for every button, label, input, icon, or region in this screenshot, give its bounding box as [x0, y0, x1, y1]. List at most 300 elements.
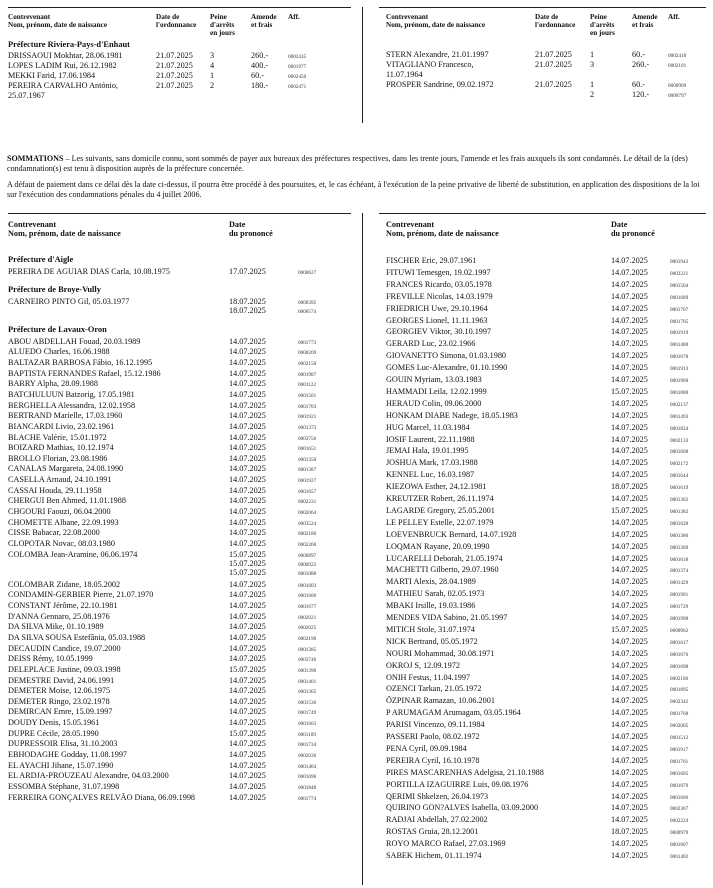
row-days: 4 — [210, 61, 215, 70]
row-days: 2 — [590, 90, 595, 99]
row-name: JOSHUA Mark, 17.03.1988 — [386, 458, 478, 468]
row-date: 14.07.2025 — [611, 398, 648, 408]
row-name: GEORGES Lionel, 11.11.1963 — [386, 315, 488, 325]
header-aff: Aff. — [668, 13, 680, 21]
row-date: 18.07.2025 — [229, 296, 266, 306]
row-amount: 180.- — [251, 81, 269, 90]
row-aff: 0001401 — [298, 678, 317, 685]
row-aff: 0001607 — [670, 842, 689, 849]
row-name: ABOU ABDELLAH Fouad, 20.03.1989 — [8, 336, 141, 346]
row-date: 14.07.2025 — [611, 351, 648, 361]
row-aff: 0002435 — [288, 54, 307, 60]
row-date: 14.07.2025 — [229, 579, 266, 589]
row-name: BATCHULUUN Batzorig, 17.05.1981 — [8, 389, 135, 399]
row-name: NICK Bertrand, 05.05.1972 — [386, 636, 478, 646]
row-name: FRANCES Ricardo, 03.05.1978 — [386, 279, 492, 289]
row-name: CLOPOTAR Novac, 08.03.1980 — [8, 539, 115, 548]
row-aff: 0001734 — [298, 742, 317, 749]
row-aff: 0001369 — [670, 544, 689, 551]
row-aff: 0001895 — [670, 687, 689, 694]
row-aff: 0001618 — [670, 556, 689, 563]
row-aff: 0001603 — [298, 582, 317, 589]
row-date: 14.07.2025 — [611, 755, 648, 765]
row-aff: 0002221 — [670, 270, 689, 277]
row-aff: 0001536 — [298, 699, 317, 706]
row-aff: 0001080 — [670, 389, 689, 396]
header-aff: Aff. — [288, 13, 300, 21]
row-name: LOQMAN Rayane, 20.09.1990 — [386, 541, 490, 551]
row-aff: 0002471 — [288, 84, 307, 90]
row-date: 14.07.2025 — [611, 743, 648, 753]
row-date: 18.07.2025 — [229, 305, 266, 315]
row-date: 14.07.2025 — [229, 539, 266, 548]
row-name: MEKKI Farid, 17.06.1984 — [8, 71, 96, 80]
row-name: BERGHELLA Alessandra, 12.02.1958 — [8, 400, 136, 410]
row-name: KENNEL Luc, 16.03.1987 — [386, 470, 475, 480]
row-date: 14.07.2025 — [229, 357, 266, 367]
row-aff: 0001977 — [288, 64, 307, 70]
row-name: GIOVANETTO Simona, 01.03.1980 — [386, 351, 507, 361]
row-date: 14.07.2025 — [229, 528, 266, 538]
row-aff: 0000962 — [670, 627, 689, 634]
row-name: FRIEDRICH Uwe, 29.10.1964 — [386, 303, 488, 313]
row-name: MBAKI Irsille, 19.03.1986 — [386, 601, 476, 611]
row-name: FITUWI Temesgen, 19.02.1997 — [386, 267, 491, 277]
row-aff: 0001705 — [670, 318, 689, 325]
row-aff: 0001429 — [670, 580, 689, 587]
row-name: DELEPLACE Justine, 09.03.1998 — [8, 664, 121, 674]
row-name: BIANCARDI Livio, 23.02.1961 — [8, 421, 115, 431]
row-aff: 0002025 — [298, 625, 317, 632]
row-aff: 0002021 — [298, 614, 317, 621]
row-name: CISSE Babacar, 22.08.2000 — [8, 528, 100, 538]
row-name: PEREIRA CARVALHO António, — [8, 81, 118, 90]
row-name: FERREIRA GONÇALVES RELVÃO Diana, 06.09.1998 — [8, 792, 196, 802]
row-date: 14.07.2025 — [611, 494, 648, 503]
row-aff: 0001608 — [670, 449, 689, 456]
row-date: 14.07.2025 — [611, 636, 648, 646]
row-name: PROSPER Sandrine, 09.02.1972 — [386, 80, 494, 89]
row-date: 14.07.2025 — [229, 590, 266, 600]
row-name: ONIH Festus, 11.04.1997 — [386, 672, 471, 682]
row-days: 3 — [210, 51, 215, 60]
row-name: BALTAZAR BARBOSA Fábio, 16.12.1995 — [8, 357, 153, 367]
row-date: 14.07.2025 — [229, 782, 266, 791]
row-aff: 0001619 — [670, 485, 689, 492]
row-aff: 0002150 — [298, 360, 317, 367]
row-aff: 0001749 — [298, 710, 317, 717]
row-aff: 0001768 — [670, 711, 689, 718]
row-aff: 0001998 — [670, 616, 689, 622]
row-aff: 0002418 — [668, 53, 687, 59]
row-date: 14.07.2025 — [611, 839, 648, 849]
row-name: DA SILVA Mike, 01.10.1989 — [8, 622, 104, 632]
row-name: PARISI Vincenzo, 09.11.1984 — [386, 720, 485, 730]
row-name: DECAUDIN Candice, 19.07.2000 — [8, 643, 121, 653]
row-date: 14.07.2025 — [611, 648, 648, 658]
row-name: OZENCI Tarkan, 21.05.1972 — [386, 684, 482, 694]
row-aff: 0001960 — [670, 378, 689, 384]
header-name: Contrevenant Nom, prénom, date de naissance — [8, 220, 121, 238]
row-name: HAMMADI Leila, 12.02.1999 — [386, 386, 487, 396]
row-name: HONKAM DIABE Nadege, 18.05.1983 — [386, 410, 518, 420]
row-aff: 0001088 — [298, 570, 317, 577]
row-days: 1 — [590, 80, 595, 89]
row-name: DEMETER Moise, 12.06.1975 — [8, 686, 111, 696]
row-aff: 0001365 — [298, 689, 317, 696]
row-name: MACHETTI Gilberto, 29.07.1960 — [386, 565, 499, 575]
row-name: LE PELLEY Estelle, 22.07.1979 — [386, 517, 494, 527]
bottom-rule-right — [379, 213, 706, 214]
row-date: 15.07.2025 — [229, 664, 266, 674]
row-name: FISCHER Eric, 29.07.1961 — [386, 256, 477, 265]
row-name: ALUEDO Charles, 16.06.1988 — [8, 347, 110, 357]
row-aff: 0001696 — [298, 774, 317, 781]
row-aff: 0002231 — [298, 499, 317, 506]
row-date: 14.07.2025 — [229, 760, 266, 770]
row-name: ESSOMBA Stéphane, 31.07.1998 — [8, 782, 120, 791]
row-name: DOUDY Denis, 15.05.1961 — [8, 718, 100, 728]
row-name: PEREIRA Cyril, 16.10.1978 — [386, 755, 480, 765]
row-name: CASELLA Arnaud, 24.10.1991 — [8, 475, 112, 485]
row-date: 14.07.2025 — [229, 475, 266, 485]
row-date: 14.07.2025 — [611, 696, 648, 706]
row-date: 14.07.2025 — [611, 767, 648, 777]
row-name: VITAGLIANO Francesco, — [386, 60, 474, 69]
row-name: NOURI Mohammad, 30.08.1971 — [386, 648, 495, 658]
row-name: D'ANNA Gennaro, 25.08.1976 — [8, 611, 110, 621]
row-name: JEMAI Hala, 19.01.1995 — [386, 446, 469, 456]
row-date: 14.07.2025 — [229, 411, 266, 421]
row-date: 21.07.2025 — [156, 71, 193, 80]
row-amount: 120.- — [632, 90, 650, 99]
row-date: 21.07.2025 — [535, 50, 572, 59]
top-rule-right — [379, 7, 706, 8]
row-date: 14.07.2025 — [229, 443, 266, 453]
row-name: GEORGIEV Viktor, 30.10.1997 — [386, 327, 492, 337]
row-aff: 0001385 — [298, 646, 317, 653]
row-date: 18.07.2025 — [611, 827, 648, 837]
row-date: 14.07.2025 — [229, 632, 266, 642]
row-aff: 0001917 — [670, 746, 689, 753]
row-aff: 0002224 — [670, 818, 689, 825]
row-aff: 0000979 — [670, 830, 689, 837]
row-date: 14.07.2025 — [229, 654, 266, 664]
row-date: 14.07.2025 — [611, 720, 648, 730]
row-date: 14.07.2025 — [229, 675, 266, 685]
header-name: Contrevenant Nom, prénom, date de naissance — [386, 220, 499, 238]
row-aff: 0001913 — [670, 366, 689, 373]
sommations-paragraph — [7, 154, 707, 174]
row-aff: 0001943 — [670, 259, 689, 265]
row-aff: 0000897 — [298, 552, 317, 559]
row-date: 15.07.2025 — [229, 558, 266, 568]
row-date: 21.07.2025 — [156, 61, 193, 70]
row-name: BOIZARD Mathias, 10.12.1974 — [8, 443, 114, 453]
row-name: DUPRE Cécile, 28.05.1990 — [8, 728, 99, 738]
row-aff: 0001350 — [298, 456, 317, 463]
row-name: QUIRINO GON?ALVES Isabella, 03.09.2000 — [386, 803, 539, 813]
row-name: PORTILLA IZAGUIRRE Luis, 09.08.1976 — [386, 779, 529, 789]
row-name: COLOMBA Jean-Aramine, 06.06.1974 — [8, 549, 138, 559]
row-name: DEMIRCAN Emre, 15.09.1997 — [8, 707, 113, 717]
row-name: EBHODAGHE Godday, 11.08.1997 — [8, 750, 128, 760]
row-aff: 0000574 — [298, 308, 317, 315]
row-aff: 0001879 — [670, 782, 689, 789]
row-aff: 0000922 — [298, 561, 317, 568]
row-date: 14.07.2025 — [611, 803, 648, 813]
row-date: 14.07.2025 — [611, 577, 648, 587]
row-date: 14.07.2025 — [611, 375, 648, 384]
row-aff: 0001617 — [670, 639, 689, 646]
row-aff: 0001362 — [670, 497, 689, 503]
row-name: DEMESTRE David, 24.06.1991 — [8, 675, 115, 685]
row-days: 1 — [590, 50, 595, 59]
top-rule-left — [8, 7, 351, 8]
row-name: MENDES VIDA Sabino, 21.05.1997 — [386, 613, 508, 622]
row-aff: 0001504 — [670, 282, 689, 289]
row-aff: 0001761 — [670, 758, 689, 765]
row-aff: 0001919 — [670, 330, 689, 337]
header-date: Date du prononcé — [229, 220, 273, 238]
row-name: BAPTISTA FERNANDES Rafael, 15.12.1986 — [8, 368, 161, 378]
row-date: 14.07.2025 — [229, 739, 266, 749]
row-date: 14.07.2025 — [611, 315, 648, 325]
row-date: 14.07.2025 — [229, 432, 266, 442]
row-date: 18.07.2025 — [611, 482, 648, 492]
row-date: 14.07.2025 — [229, 792, 266, 802]
row-date: 14.07.2025 — [229, 600, 266, 610]
row-name: ROYO MARCO Rafael, 27.03.1969 — [386, 839, 506, 849]
row-aff: 0001707 — [670, 306, 689, 313]
row-name: MATHIEU Sarah, 02.05.1973 — [386, 589, 485, 599]
row-name: CARNEIRO PINTO Gil, 05.03.1977 — [8, 296, 130, 306]
row-aff: 0000909 — [668, 83, 687, 89]
row-aff: 0003756 — [298, 435, 317, 442]
row-aff: 0000627 — [298, 270, 317, 276]
row-aff: 0001703 — [298, 403, 317, 410]
row-date: 17.07.2025 — [229, 267, 266, 276]
row-aff: 0000395 — [298, 299, 317, 306]
header-amende: Amende et frais — [632, 13, 658, 29]
row-name: PEREIRA DE AGUIAR DIAS Carla, 10.08.1975 — [8, 267, 170, 276]
row-name: LOPES LADIM Rui, 26.12.1982 — [8, 61, 117, 70]
row-aff: 0001729 — [670, 604, 689, 611]
row-name: LOEVENBRUCK Bernard, 14.07.1928 — [386, 529, 517, 539]
row-date: 14.07.2025 — [611, 422, 648, 432]
row-aff: 0001606 — [298, 593, 317, 600]
sommations-note — [7, 180, 707, 200]
row-name: IOSIF Laurent, 22.11.1988 — [386, 434, 475, 444]
row-date: 15.07.2025 — [611, 624, 648, 634]
row-date: 14.07.2025 — [229, 379, 266, 389]
row-date: 14.07.2025 — [611, 339, 648, 349]
row-date: 14.07.2025 — [229, 496, 266, 506]
row-date: 14.07.2025 — [229, 485, 266, 495]
row-name: ÖZPINAR Ramazan, 10.06.2001 — [386, 696, 495, 706]
row-date: 14.07.2025 — [229, 400, 266, 410]
row-name: CONSTANT Jérôme, 22.10.1981 — [8, 600, 118, 610]
row-date: 14.07.2025 — [611, 470, 648, 480]
row-date: 14.07.2025 — [611, 446, 648, 456]
row-name: DEMETER Ringo, 23.02.1978 — [8, 696, 110, 706]
row-name: KIEZOWA Esther, 24.12.1981 — [386, 482, 487, 492]
section-title: Préfecture de Broye-Vully — [8, 284, 101, 294]
row-name: PASSERI Paolo, 08.02.1972 — [386, 732, 480, 741]
row-date: 15.07.2025 — [611, 505, 648, 515]
row-date: 14.07.2025 — [229, 643, 266, 653]
row-date: 14.07.2025 — [229, 622, 266, 632]
row-date: 21.07.2025 — [535, 60, 572, 69]
row-date: 14.07.2025 — [611, 303, 648, 313]
row-aff: 0001402 — [670, 854, 689, 860]
row-aff: 0002064 — [298, 510, 317, 517]
header-name: Contrevenant Nom, prénom, date de naissance — [8, 13, 108, 29]
row-aff: 0001676 — [670, 651, 689, 658]
row-name: HERAUD Colin, 09.06.2000 — [386, 398, 482, 408]
row-aff: 0001386 — [670, 532, 689, 539]
row-date: 14.07.2025 — [229, 464, 266, 474]
row-date: 14.07.2025 — [611, 410, 648, 420]
row-aff: 0002133 — [670, 437, 689, 444]
row-date: 21.07.2025 — [156, 51, 193, 60]
row-name: RADJAI Abdellah, 27.02.2002 — [386, 815, 488, 825]
row-name: QERIMI Shkelzen, 26.04.1973 — [386, 791, 489, 801]
row-aff: 0001390 — [298, 667, 317, 674]
row-aff: 0001373 — [298, 424, 317, 431]
row-date: 14.07.2025 — [229, 707, 266, 717]
row-date: 15.07.2025 — [611, 386, 648, 396]
row-date: 14.07.2025 — [229, 517, 266, 527]
row-aff: 0002450 — [288, 74, 307, 80]
row-aff: 0001501 — [298, 392, 317, 399]
header-name: Contrevenant Nom, prénom, date de naissance — [386, 13, 486, 29]
row-aff: 0001109 — [298, 731, 316, 738]
row-date: 14.07.2025 — [229, 507, 266, 517]
sommations-text: – Les suivants, sans domicile connu, sont sommés de payer aux bureaux des préfectures respectives, dans les trente jours, l'amende et les frais auxquels ils sont condamnés. Le détail de la (des) condamnation(s) est tenu à disposition auprès de la préfecture concernée. — [7, 154, 688, 173]
row-aff: 0001927 — [298, 478, 317, 485]
row-date: 14.07.2025 — [229, 718, 266, 728]
section-title: Préfecture d'Aigle — [8, 255, 74, 264]
row-name: KREUTZER Robert, 26.11.1974 — [386, 494, 494, 503]
row-aff: 0001512 — [670, 735, 689, 741]
row-aff: 0002172 — [670, 461, 689, 468]
row-date: 14.07.2025 — [611, 458, 648, 468]
row-name: STERN Alexandre, 21.01.1997 — [386, 50, 489, 59]
row-name-cont: 25.07.1967 — [8, 91, 45, 100]
row-aff: 0002260 — [298, 542, 317, 548]
row-date: 14.07.2025 — [611, 256, 648, 265]
row-date: 14.07.2025 — [611, 732, 648, 741]
top-column-divider — [362, 7, 363, 123]
row-date: 15.07.2025 — [229, 728, 266, 738]
row-date: 21.07.2025 — [535, 80, 572, 89]
row-aff: 0001404 — [298, 763, 317, 770]
row-name: CONDAMIN-GERBIER Pierre, 21.07.1970 — [8, 590, 154, 600]
row-name: PIRES MASCARENHAS Adelgisa, 21.10.1988 — [386, 767, 544, 777]
row-date: 14.07.2025 — [611, 613, 648, 622]
row-aff: 0001678 — [670, 354, 689, 361]
row-name: LUCARELLI Deborah, 21.05.1974 — [386, 553, 503, 563]
row-aff: 0000797 — [668, 93, 687, 99]
row-aff: 0002180 — [298, 531, 317, 538]
row-aff: 0001605 — [670, 770, 689, 777]
row-name: LAGARDE Gregory, 25.05.2001 — [386, 505, 495, 515]
row-aff: 0001774 — [298, 795, 317, 802]
row-name: EL ARDJA-PROUZEAU Alexandre, 04.03.2000 — [8, 771, 169, 781]
row-aff: 0001382 — [670, 508, 689, 515]
row-date: 14.07.2025 — [611, 660, 648, 670]
header-peine: Peine d'arrêts en jours — [210, 13, 235, 37]
row-aff: 0002137 — [670, 401, 689, 408]
row-date: 14.07.2025 — [229, 389, 266, 399]
row-aff: 0001698 — [670, 663, 689, 670]
row-name-cont: 11.07.1964 — [386, 70, 423, 79]
row-date: 14.07.2025 — [229, 686, 266, 696]
row-date: 14.07.2025 — [611, 529, 648, 539]
row-aff: 0001122 — [298, 382, 316, 389]
row-name: CHOMETTE Albane, 22.09.1993 — [8, 517, 119, 527]
row-aff: 0001773 — [298, 339, 317, 346]
row-date: 14.07.2025 — [611, 684, 648, 694]
row-date: 14.07.2025 — [229, 771, 266, 781]
row-date: 14.07.2025 — [229, 611, 266, 621]
row-aff: 0002342 — [670, 699, 689, 706]
row-amount: 400.- — [251, 61, 269, 70]
row-amount: 260.- — [632, 60, 650, 69]
sommations-note-text: A défaut de paiement dans ce délai dès la date ci-dessus, il pourra être procédé à des poursuites, et, le cas échéant, à l'exécution de la peine privative de liberté de substitution, en application des dispositions de la loi sur l'exécution des condamnations pénales du 4 juillet 2006. — [7, 180, 700, 199]
row-date: 14.07.2025 — [229, 750, 266, 760]
row-name: CASSAI Houda, 29.11.1958 — [8, 485, 102, 495]
row-date: 14.07.2025 — [611, 553, 648, 563]
header-peine: Peine d'arrêts en jours — [590, 13, 615, 37]
row-name: BLACHE Valérie, 15.01.1972 — [8, 432, 107, 442]
row-amount: 260.- — [251, 51, 269, 60]
row-date: 14.07.2025 — [611, 327, 648, 337]
row-date: 14.07.2025 — [611, 815, 648, 825]
row-aff: 0002190 — [298, 635, 317, 642]
header-date: Date du prononcé — [611, 220, 655, 238]
row-date: 14.07.2025 — [611, 601, 648, 611]
row-aff: 0001620 — [670, 520, 689, 527]
row-amount: 60.- — [632, 50, 645, 59]
sommations-title: SOMMATIONS — [7, 154, 64, 163]
row-aff: 0002036 — [298, 753, 317, 760]
row-aff: 0002101 — [668, 63, 687, 69]
row-aff: 0003746 — [298, 657, 317, 664]
row-days: 3 — [590, 60, 595, 69]
row-name: FREVILLE Nicolas, 14.03.1979 — [386, 291, 493, 301]
row-aff: 0002005 — [670, 723, 689, 730]
row-date: 21.07.2025 — [156, 81, 193, 90]
row-aff: 0001666 — [670, 794, 689, 801]
row-aff: 0001663 — [298, 721, 317, 728]
row-name: COLOMBAR Zidane, 18.05.2002 — [8, 579, 121, 589]
row-date: 14.07.2025 — [611, 565, 648, 575]
row-date: 14.07.2025 — [611, 708, 648, 718]
row-aff: 0001824 — [670, 425, 689, 432]
row-aff: 0000269 — [298, 350, 317, 357]
row-name: MARTI Alexis, 28.04.1989 — [386, 577, 476, 587]
row-aff: 0001493 — [670, 413, 689, 420]
row-date: 14.07.2025 — [611, 791, 648, 801]
row-aff: 0001677 — [298, 603, 317, 610]
row-date: 14.07.2025 — [229, 421, 266, 431]
bottom-rule-left — [8, 213, 351, 214]
row-date: 14.07.2025 — [611, 267, 648, 277]
row-name: P ARUMAGAM Arumagam, 03.05.1964 — [386, 708, 521, 718]
row-aff: 0001651 — [298, 446, 317, 453]
